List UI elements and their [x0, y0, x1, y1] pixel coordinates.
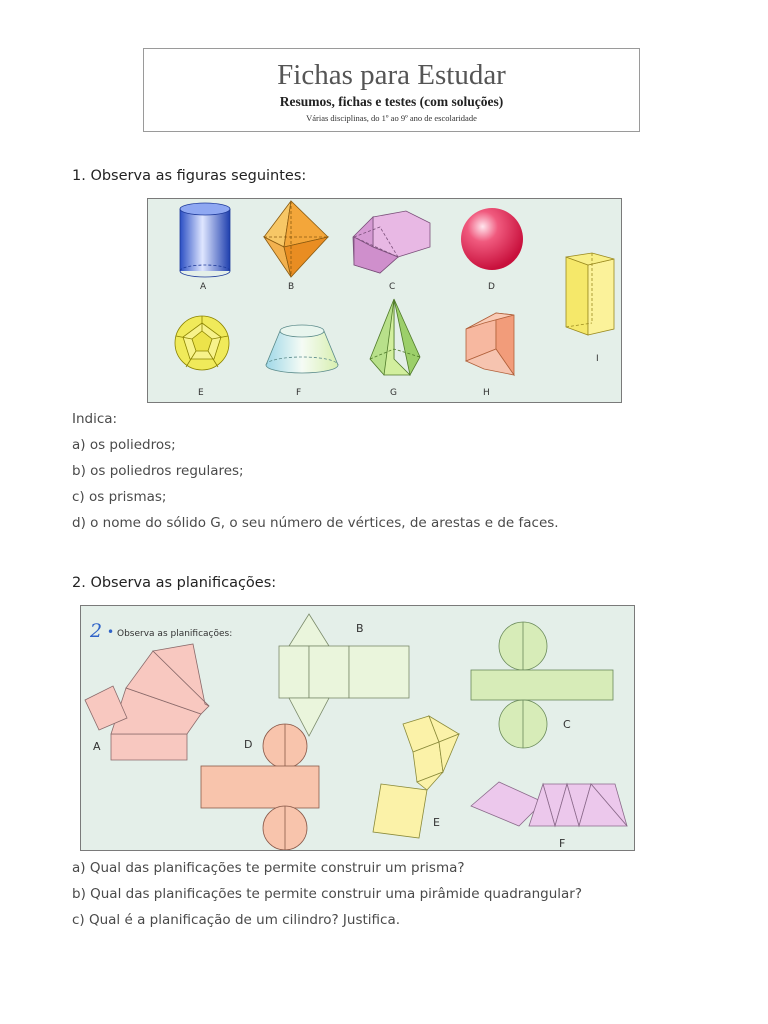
nets-figure — [80, 605, 635, 851]
solid-label-a: A — [200, 282, 207, 292]
solid-d-sphere — [461, 208, 523, 270]
solid-label-e: E — [198, 388, 204, 398]
solids-figure — [147, 198, 622, 403]
solid-label-b: B — [288, 282, 295, 292]
solid-label-f: F — [296, 388, 302, 398]
net-c — [471, 622, 613, 748]
solid-label-h: H — [483, 388, 490, 398]
question-2-item-c: c) Qual é a planificação de um cilindro? Justifica. — [72, 912, 401, 928]
question-2-item-b: b) Qual das planificações te permite construir uma pirâmide quadrangular? — [72, 886, 583, 902]
net-b — [279, 614, 409, 736]
solid-a-cylinder — [180, 203, 230, 277]
question-1-item-a: a) os poliedros; — [72, 437, 176, 453]
net-label-d: D — [244, 738, 253, 751]
solid-i-triangular-prism — [566, 253, 614, 335]
net-a — [85, 644, 209, 760]
figure-number: 2 — [90, 620, 103, 642]
header-title: Fichas para Estudar — [277, 59, 506, 91]
net-label-c: C — [563, 718, 571, 731]
solid-c-hexagonal-prism — [353, 211, 430, 273]
solid-label-c: C — [389, 282, 396, 292]
net-label-e: E — [433, 816, 440, 829]
question-1-title: 1. Observa as figuras seguintes: — [72, 168, 307, 184]
solid-b-octahedron — [264, 201, 328, 277]
solid-e-dodecahedron — [175, 316, 229, 370]
net-e — [373, 716, 459, 838]
solid-f-frustum — [266, 325, 338, 373]
header-subtitle: Resumos, fichas e testes (com soluções) — [279, 94, 504, 109]
solid-h-triangular-prism — [466, 313, 514, 375]
net-label-b: B — [356, 622, 364, 635]
solid-label-g: G — [390, 388, 397, 398]
question-2-item-a: a) Qual das planificações te permite construir um prisma? — [72, 860, 465, 876]
svg-text:•: • — [107, 625, 115, 639]
net-label-f: F — [559, 837, 566, 850]
net-f — [471, 782, 627, 826]
header-small-text: Várias disciplinas, do 1º ao 9º ano de escolaridade — [306, 113, 477, 123]
question-1-item-c: c) os prismas; — [72, 489, 167, 505]
figure-caption: Observa as planificações: — [117, 629, 233, 639]
solid-g-pyramid — [370, 299, 420, 375]
solid-label-i: I — [596, 354, 599, 364]
question-1-item-b: b) os poliedros regulares; — [72, 463, 244, 479]
net-label-a: A — [93, 740, 101, 753]
question-2-title: 2. Observa as planificações: — [72, 575, 277, 591]
net-d — [201, 724, 319, 850]
question-1-item-d: d) o nome do sólido G, o seu número de vértices, de arestas e de faces. — [72, 515, 559, 531]
question-1-intro: Indica: — [72, 411, 118, 427]
solid-label-d: D — [488, 282, 495, 292]
header-box — [143, 48, 640, 132]
